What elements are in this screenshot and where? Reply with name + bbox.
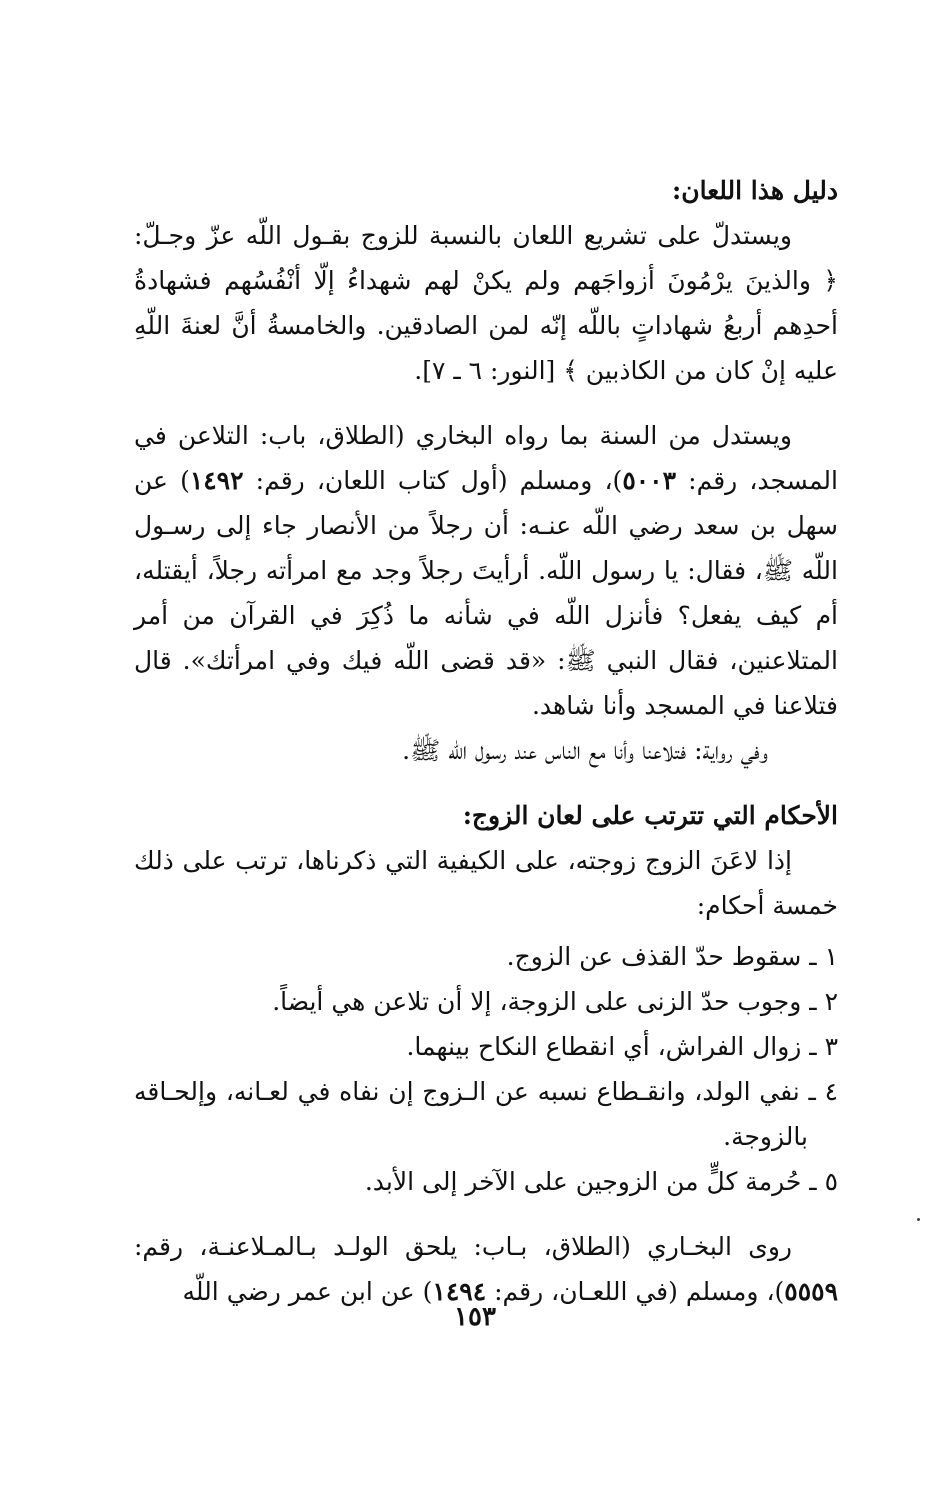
page-number: ١٥٣ (454, 1302, 496, 1332)
section-heading-evidence: دليل هذا اللعان: (672, 176, 838, 205)
hadith-number: ١٤٩٢ (189, 466, 244, 495)
text-segment: )، ومسلم (أول كتاب اللعان، رقم: (243, 466, 623, 495)
rulings-list (134, 934, 838, 1204)
list-item: ٥ ـ حُرمة كلٍّ من الزوجين على الآخر إلى الأبد. (364, 1167, 838, 1196)
text-segment: )، ومسلم (في اللعـان، رقم: (486, 1277, 785, 1306)
paragraph-sunnah-evidence (134, 413, 838, 728)
paragraph-narration: وفي رواية: فتلاعنا وأنا مع الناس عند رسول اللّه ﷺ. (402, 736, 768, 765)
text-segment: ويستدل من السنة بما رواه البخاري (الطلاق، باب: التلاعن في المسجد، رقم: (134, 421, 838, 495)
paragraph-rulings-intro: إذا لاعَنَ الزوج زوجته، على الكيفية التي ذكرناها، ترتب على ذلك خمسة أحكام: (134, 846, 838, 920)
text-segment: ) عن ابن عمر رضي اللّه (182, 1277, 433, 1306)
print-speck (917, 1218, 920, 1221)
list-item: ١ ـ سقوط حدّ القذف عن الزوج. (506, 942, 838, 971)
text-segment: روى البخـاري (الطلاق، بـاب: يلحق الولـد بـالمـلاعنـة، رقم: (134, 1232, 792, 1261)
list-item: ٢ ـ وجوب حدّ الزنى على الزوجة، إلا أن تلاعن هي أيضاً. (272, 987, 838, 1016)
text-segment: ) عن سهل بن سعد رضي اللّه عنـه: أن رجلاً من الأنصار جاء إلى رسـول اللّه ﷺ، فقال: يا رسول اللّه. أرأيتَ رجلاً وجد مع امرأته رجلاً، أيقتله، أم كيف يفعل؟ فأنزل اللّه في شأنه ما ذُكِرَ في القرآن من أمر المتلاعنين، فقال النبي ﷺ: «قد قضى اللّه فيك وفي امرأتك». قال فتلاعنا في المسجد وأنا شاهد. (134, 466, 838, 720)
page-body (134, 168, 838, 1314)
section-heading-rulings: الأحكام التي تترتب على لعان الزوج: (462, 801, 838, 830)
list-item: ٤ ـ نفي الولد، وانقـطاع نسبه عن الـزوج إن نفاه في لعـانه، وإلحـاقه بالزوجة. (134, 1077, 838, 1151)
list-item: ٣ ـ زوال الفراش، أي انقطاع النكاح بينهما. (406, 1032, 838, 1061)
hadith-number: ٥٠٠٣ (622, 466, 677, 495)
hadith-number: ٥٥٥٩ (784, 1277, 838, 1306)
hadith-number: ١٤٩٤ (432, 1277, 487, 1306)
paragraph-quran-evidence: ويستدلّ على تشريع اللعان بالنسبة للزوج بقـول اللّه عزّ وجـلّ: ﴿ والذينَ يرْمُونَ أزواجَهم ولم يكنْ لهم شهداءُ إلّا أنْفُسُهم فشهادةُ أحدِهم أربعُ شهاداتٍ باللّه إنّه لمن الصادقين. والخامسةُ أنَّ لعنةَ اللّهِ عليه إنْ كان من الكاذبين ﴾ [النور: ٦ ـ ٧]. (134, 221, 838, 385)
paragraph-final-hadith (134, 1224, 838, 1314)
